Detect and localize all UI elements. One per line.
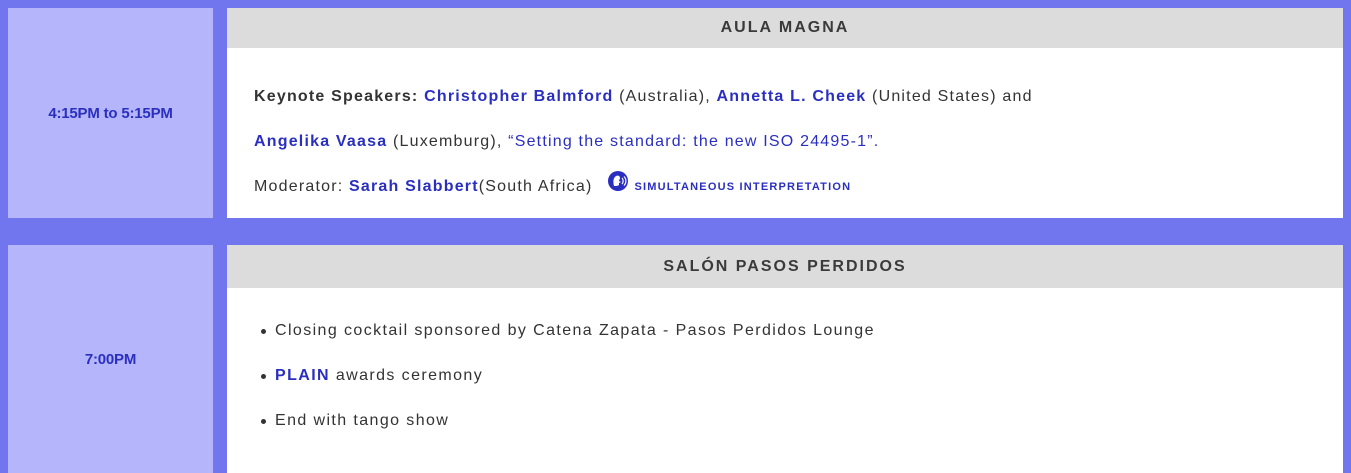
venue-header: SALÓN PASOS PERDIDOS (227, 245, 1343, 288)
session-time: 7:00PM (8, 245, 213, 473)
speaker-name: Christopher Balmford (424, 88, 614, 105)
list-item-text: awards ceremony (330, 367, 484, 384)
session-row-keynote (8, 8, 1343, 218)
list-item: Closing cocktail sponsored by Catena Zapata - Pasos Perdidos Lounge (261, 316, 1343, 361)
session-content (227, 8, 1343, 218)
column-gap (213, 8, 227, 218)
list-item (261, 361, 1343, 406)
moderator-country: (South Africa) (478, 178, 593, 195)
session-row-closing (8, 245, 1343, 473)
venue-header: AULA MAGNA (227, 8, 1343, 48)
speaker-country: (United States) and (866, 88, 1033, 105)
moderator-line (254, 172, 1343, 202)
column-gap (213, 245, 227, 473)
keynote-label: Keynote Speakers: (254, 88, 419, 105)
moderator-name: Sarah Slabbert (349, 178, 479, 195)
moderator-label: Moderator: (254, 178, 344, 195)
session-description (227, 48, 1343, 202)
speaker-country: (Luxemburg), (387, 133, 509, 150)
session-content (227, 245, 1343, 473)
talk-line (254, 127, 1343, 172)
session-time: 4:15PM to 5:15PM (8, 8, 213, 218)
activity-list (227, 288, 1343, 451)
speaker-name: Annetta L. Cheek (716, 88, 867, 105)
list-item: End with tango show (261, 406, 1343, 451)
talk-title: “Setting the standard: the new ISO 24495-1”. (508, 133, 880, 150)
speaker-name: Angelika Vaasa (254, 133, 388, 150)
speaker-country: (Australia), (613, 88, 717, 105)
interpretation-label: SIMULTANEOUS INTERPRETATION (634, 181, 852, 193)
plain-highlight: PLAIN (275, 367, 330, 384)
interpretation-icon (607, 170, 629, 204)
speakers-line (254, 82, 1343, 127)
simultaneous-interpretation-badge (607, 170, 852, 204)
